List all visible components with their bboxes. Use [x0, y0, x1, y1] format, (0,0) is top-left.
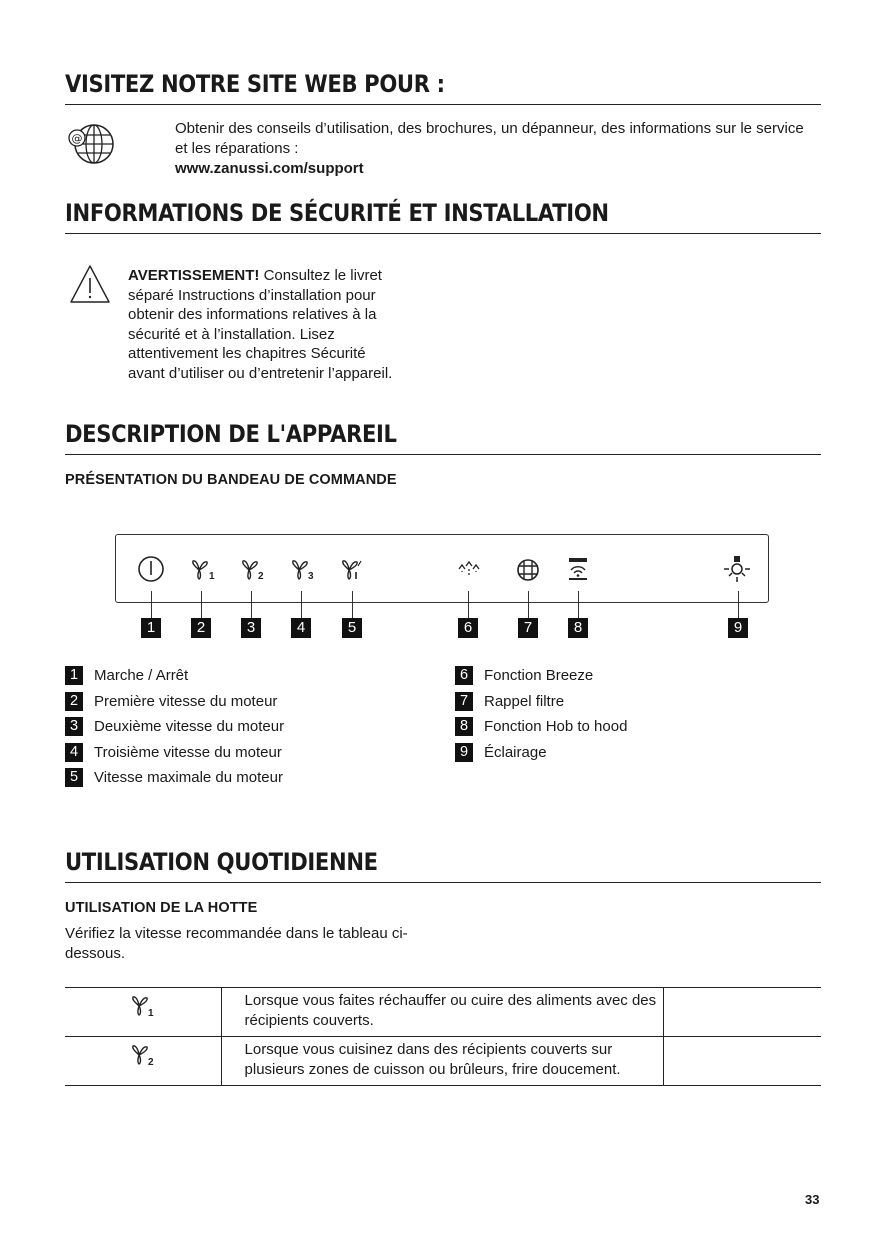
leader-line	[528, 591, 529, 618]
legend-text: Troisième vitesse du moteur	[94, 744, 282, 761]
hob-to-hood-icon[interactable]	[565, 556, 591, 582]
panel-number-5: 5	[342, 618, 362, 638]
speed-description: Lorsque vous faites réchauffer ou cuire des aliments avec des récipients couverts.	[221, 988, 664, 1037]
fan-speed-2-icon[interactable]	[239, 558, 265, 582]
legend-text: Fonction Breeze	[484, 667, 594, 684]
legend-number: 9	[455, 743, 473, 762]
legend-text: Fonction Hob to hood	[484, 718, 628, 735]
leader-line	[352, 591, 353, 618]
panel-number-2: 2	[191, 618, 211, 638]
website-section-title: VISITEZ NOTRE SITE WEB POUR :	[65, 70, 445, 98]
legend-number: 1	[65, 666, 83, 685]
legend-text: Première vitesse du moteur	[94, 693, 278, 710]
panel-number-4: 4	[291, 618, 311, 638]
leader-line	[301, 591, 302, 618]
panel-number-3: 3	[241, 618, 261, 638]
support-link[interactable]: www.zanussi.com/support	[175, 160, 364, 177]
website-description: Obtenir des conseils d’utilisation, des brochures, un dépanneur, des informations sur le service et les réparations :	[175, 120, 804, 157]
fan-speed-max-icon[interactable]	[339, 558, 365, 582]
svg-text:@: @	[71, 132, 83, 145]
svg-text:2: 2	[258, 571, 264, 582]
panel-number-8: 8	[568, 618, 588, 638]
control-panel-subtitle: PRÉSENTATION DU BANDEAU DE COMMANDE	[65, 472, 397, 488]
fan-speed-1-icon	[129, 994, 157, 1018]
svg-text:3: 3	[308, 571, 314, 582]
leader-line	[251, 591, 252, 618]
legend-number: 8	[455, 717, 473, 736]
title-rule	[65, 104, 821, 105]
fan-speed-2-icon	[129, 1043, 157, 1067]
legend-text: Marche / Arrêt	[94, 667, 189, 684]
legend-text: Rappel filtre	[484, 693, 565, 710]
speed-description: Lorsque vous cuisinez dans des récipients couverts sur plusieurs zones de cuisson ou brûleurs, frire doucement.	[221, 1037, 664, 1086]
empty-cell	[664, 1037, 821, 1086]
page-number: 33	[805, 1192, 820, 1207]
svg-text:1: 1	[209, 571, 215, 582]
fan-speed-3-icon[interactable]	[289, 558, 315, 582]
leader-line	[578, 591, 579, 618]
warning-body: Consultez le livret séparé Instructions d’installation pour obtenir des informations relatives à la sécurité et à l’installation. Lisez attentivement les chapitres Sécurité avant d’utiliser ou d’entretenir l’appareil.	[128, 267, 393, 382]
legend-number: 6	[455, 666, 473, 685]
light-icon[interactable]	[722, 554, 752, 584]
description-section-title: DESCRIPTION DE L'APPAREIL	[65, 420, 397, 448]
speed-icon-cell	[65, 988, 221, 1037]
filter-grid-icon[interactable]	[515, 557, 541, 583]
safety-section-title: INFORMATIONS DE SÉCURITÉ ET INSTALLATION	[65, 199, 609, 227]
power-icon[interactable]	[137, 555, 165, 583]
speed-number: 1	[147, 1008, 154, 1018]
legend-text: Deuxième vitesse du moteur	[94, 718, 285, 735]
warning-triangle-icon	[68, 263, 112, 305]
title-rule	[65, 882, 821, 883]
panel-number-7: 7	[518, 618, 538, 638]
legend-text: Vitesse maximale du moteur	[94, 769, 283, 786]
web-globe-icon	[66, 120, 116, 168]
title-rule	[65, 233, 821, 234]
leader-line	[738, 591, 739, 618]
speed-table	[65, 987, 821, 1086]
speed-icon-cell	[65, 1037, 221, 1086]
table-row	[65, 988, 821, 1037]
table-row	[65, 1037, 821, 1086]
leader-line	[151, 591, 152, 618]
legend-number: 4	[65, 743, 83, 762]
panel-number-6: 6	[458, 618, 478, 638]
panel-number-9: 9	[728, 618, 748, 638]
leader-line	[468, 591, 469, 618]
fan-speed-1-icon[interactable]	[189, 558, 215, 582]
panel-number-1: 1	[141, 618, 161, 638]
warning-label: AVERTISSEMENT!	[128, 267, 260, 284]
breeze-icon[interactable]	[456, 558, 482, 582]
safety-warning-text	[128, 266, 404, 383]
hood-use-subtitle: UTILISATION DE LA HOTTE	[65, 900, 258, 916]
speed-number: 2	[147, 1057, 154, 1067]
leader-line	[201, 591, 202, 618]
title-rule	[65, 454, 821, 455]
legend-number: 2	[65, 692, 83, 711]
legend-number: 7	[455, 692, 473, 711]
legend-number: 5	[65, 768, 83, 787]
legend-number: 3	[65, 717, 83, 736]
empty-cell	[664, 988, 821, 1037]
daily-use-section-title: UTILISATION QUOTIDIENNE	[65, 848, 378, 876]
legend-text: Éclairage	[484, 744, 547, 761]
daily-intro: Vérifiez la vitesse recommandée dans le tableau ci-dessous.	[65, 925, 408, 962]
